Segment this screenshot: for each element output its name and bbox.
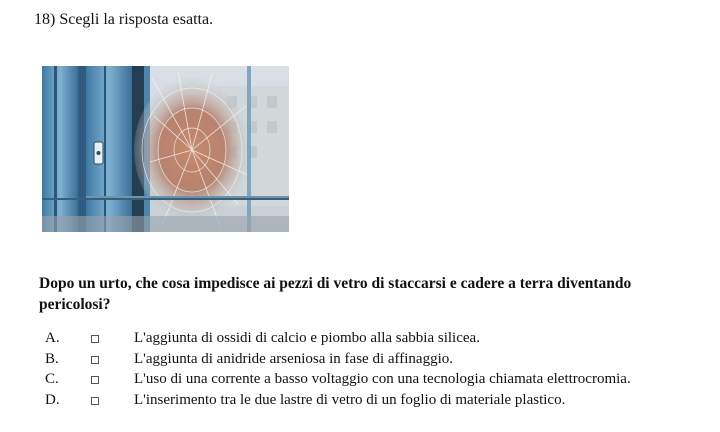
- option-text: L'uso di una corrente a basso voltaggio con una tecnologia chiamata elettrocromia.: [134, 371, 631, 387]
- option-letter: C.: [45, 371, 59, 387]
- option-letter: D.: [45, 391, 60, 408]
- option-b[interactable]: [39, 351, 709, 372]
- checkbox-icon[interactable]: [91, 397, 99, 405]
- answer-options: [39, 330, 709, 412]
- broken-glass-door-icon: [42, 66, 289, 232]
- option-text: L'inserimento tra le due lastre di vetro di un foglio di materiale plastico.: [134, 391, 566, 408]
- option-text: L'aggiunta di anidride arseniosa in fase di affinaggio.: [134, 350, 453, 367]
- broken-glass-door-image: [42, 66, 289, 232]
- question-heading: 18) Scegli la risposta esatta.: [34, 11, 214, 28]
- option-d[interactable]: [39, 392, 709, 413]
- option-letter: B.: [45, 350, 59, 367]
- checkbox-icon[interactable]: [91, 376, 99, 384]
- option-letter: A.: [45, 330, 60, 346]
- option-a[interactable]: [39, 330, 709, 351]
- option-text: L'aggiunta di ossidi di calcio e piombo alla sabbia silicea.: [134, 330, 480, 346]
- checkbox-icon[interactable]: [91, 335, 99, 343]
- question-text: Dopo un urto, che cosa impedisce ai pezzi di vetro di staccarsi e cadere a terra diventando pericolosi?: [39, 275, 632, 313]
- checkbox-icon[interactable]: [91, 356, 99, 364]
- option-c[interactable]: [39, 371, 709, 392]
